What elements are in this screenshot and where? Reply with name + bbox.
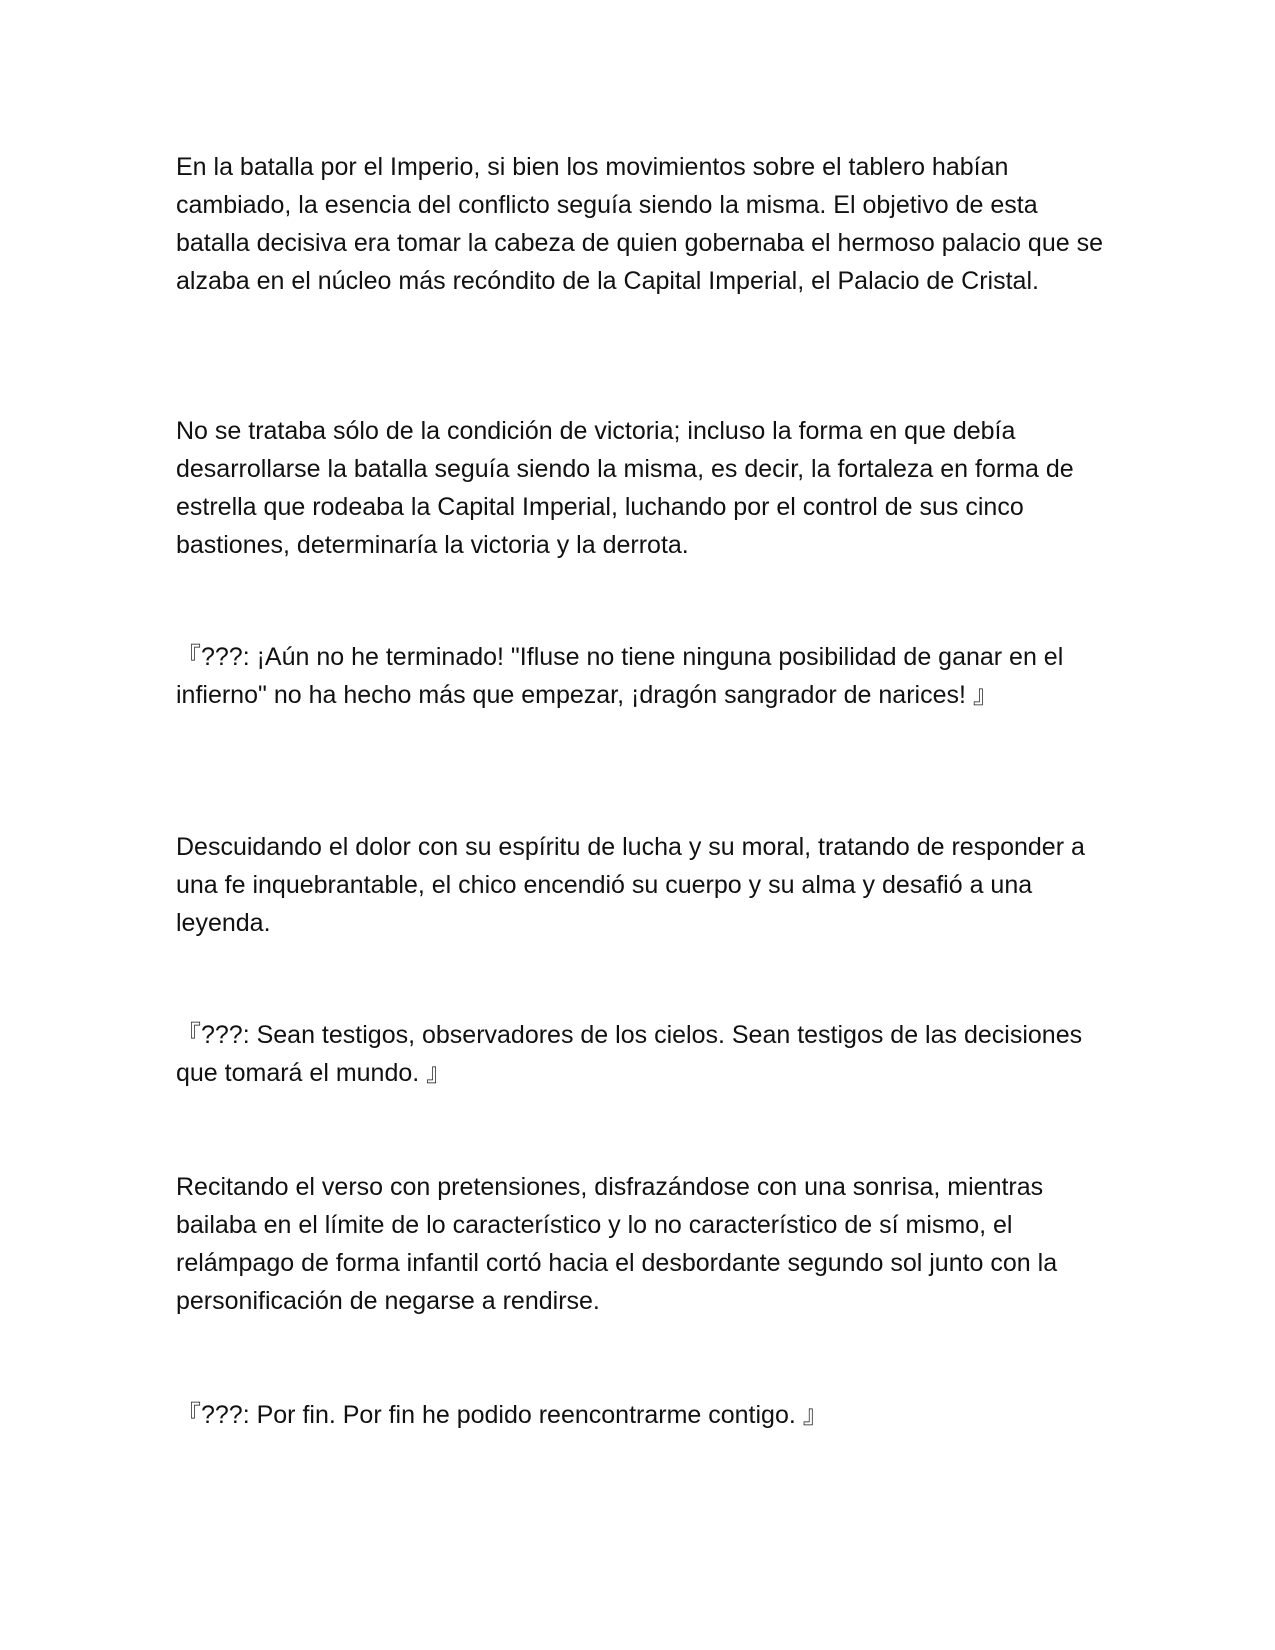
- paragraph-narration-4: Recitando el verso con pretensiones, disfrazándose con una sonrisa, mientras bailaba en el límite de lo característico y lo no característico de sí mismo, el relámpago de forma infantil cortó hacia el desbordante segundo sol junto con la personificación de negarse a rendirse.: [176, 1173, 1058, 1315]
- paragraph-dialogue-2: 『???: Sean testigos, observadores de los cielos. Sean testigos de las decisiones que tomará el mundo. 』: [176, 1021, 1083, 1087]
- paragraph-dialogue-3: 『???: Por fin. Por fin he podido reencontrarme contigo. 』: [176, 1401, 828, 1429]
- paragraph-narration-1: En la batalla por el Imperio, si bien los movimientos sobre el tablero habían cambiado, la esencia del conflicto seguía siendo la misma. El objetivo de esta batalla decisiva era tomar la cabeza de quien gobernaba el hermoso palacio que se alzaba en el núcleo más recóndito de la Capital Imperial, el Palacio de Cristal.: [176, 153, 1103, 295]
- paragraph-dialogue-1: 『???: ¡Aún no he terminado! "Ifluse no tiene ninguna posibilidad de ganar en el infierno" no ha hecho más que empezar, ¡dragón sangrador de narices! 』: [176, 643, 1064, 709]
- paragraph-narration-2: No se trataba sólo de la condición de victoria; incluso la forma en que debía desarrollarse la batalla seguía siendo la misma, es decir, la fortaleza en forma de estrella que rodeaba la Capital Imperial, luchando por el control de sus cinco bastiones, determinaría la victoria y la derrota.: [176, 417, 1074, 559]
- paragraph-narration-3: Descuidando el dolor con su espíritu de lucha y su moral, tratando de responder a una fe inquebrantable, el chico encendió su cuerpo y su alma y desafió a una leyenda.: [176, 833, 1085, 937]
